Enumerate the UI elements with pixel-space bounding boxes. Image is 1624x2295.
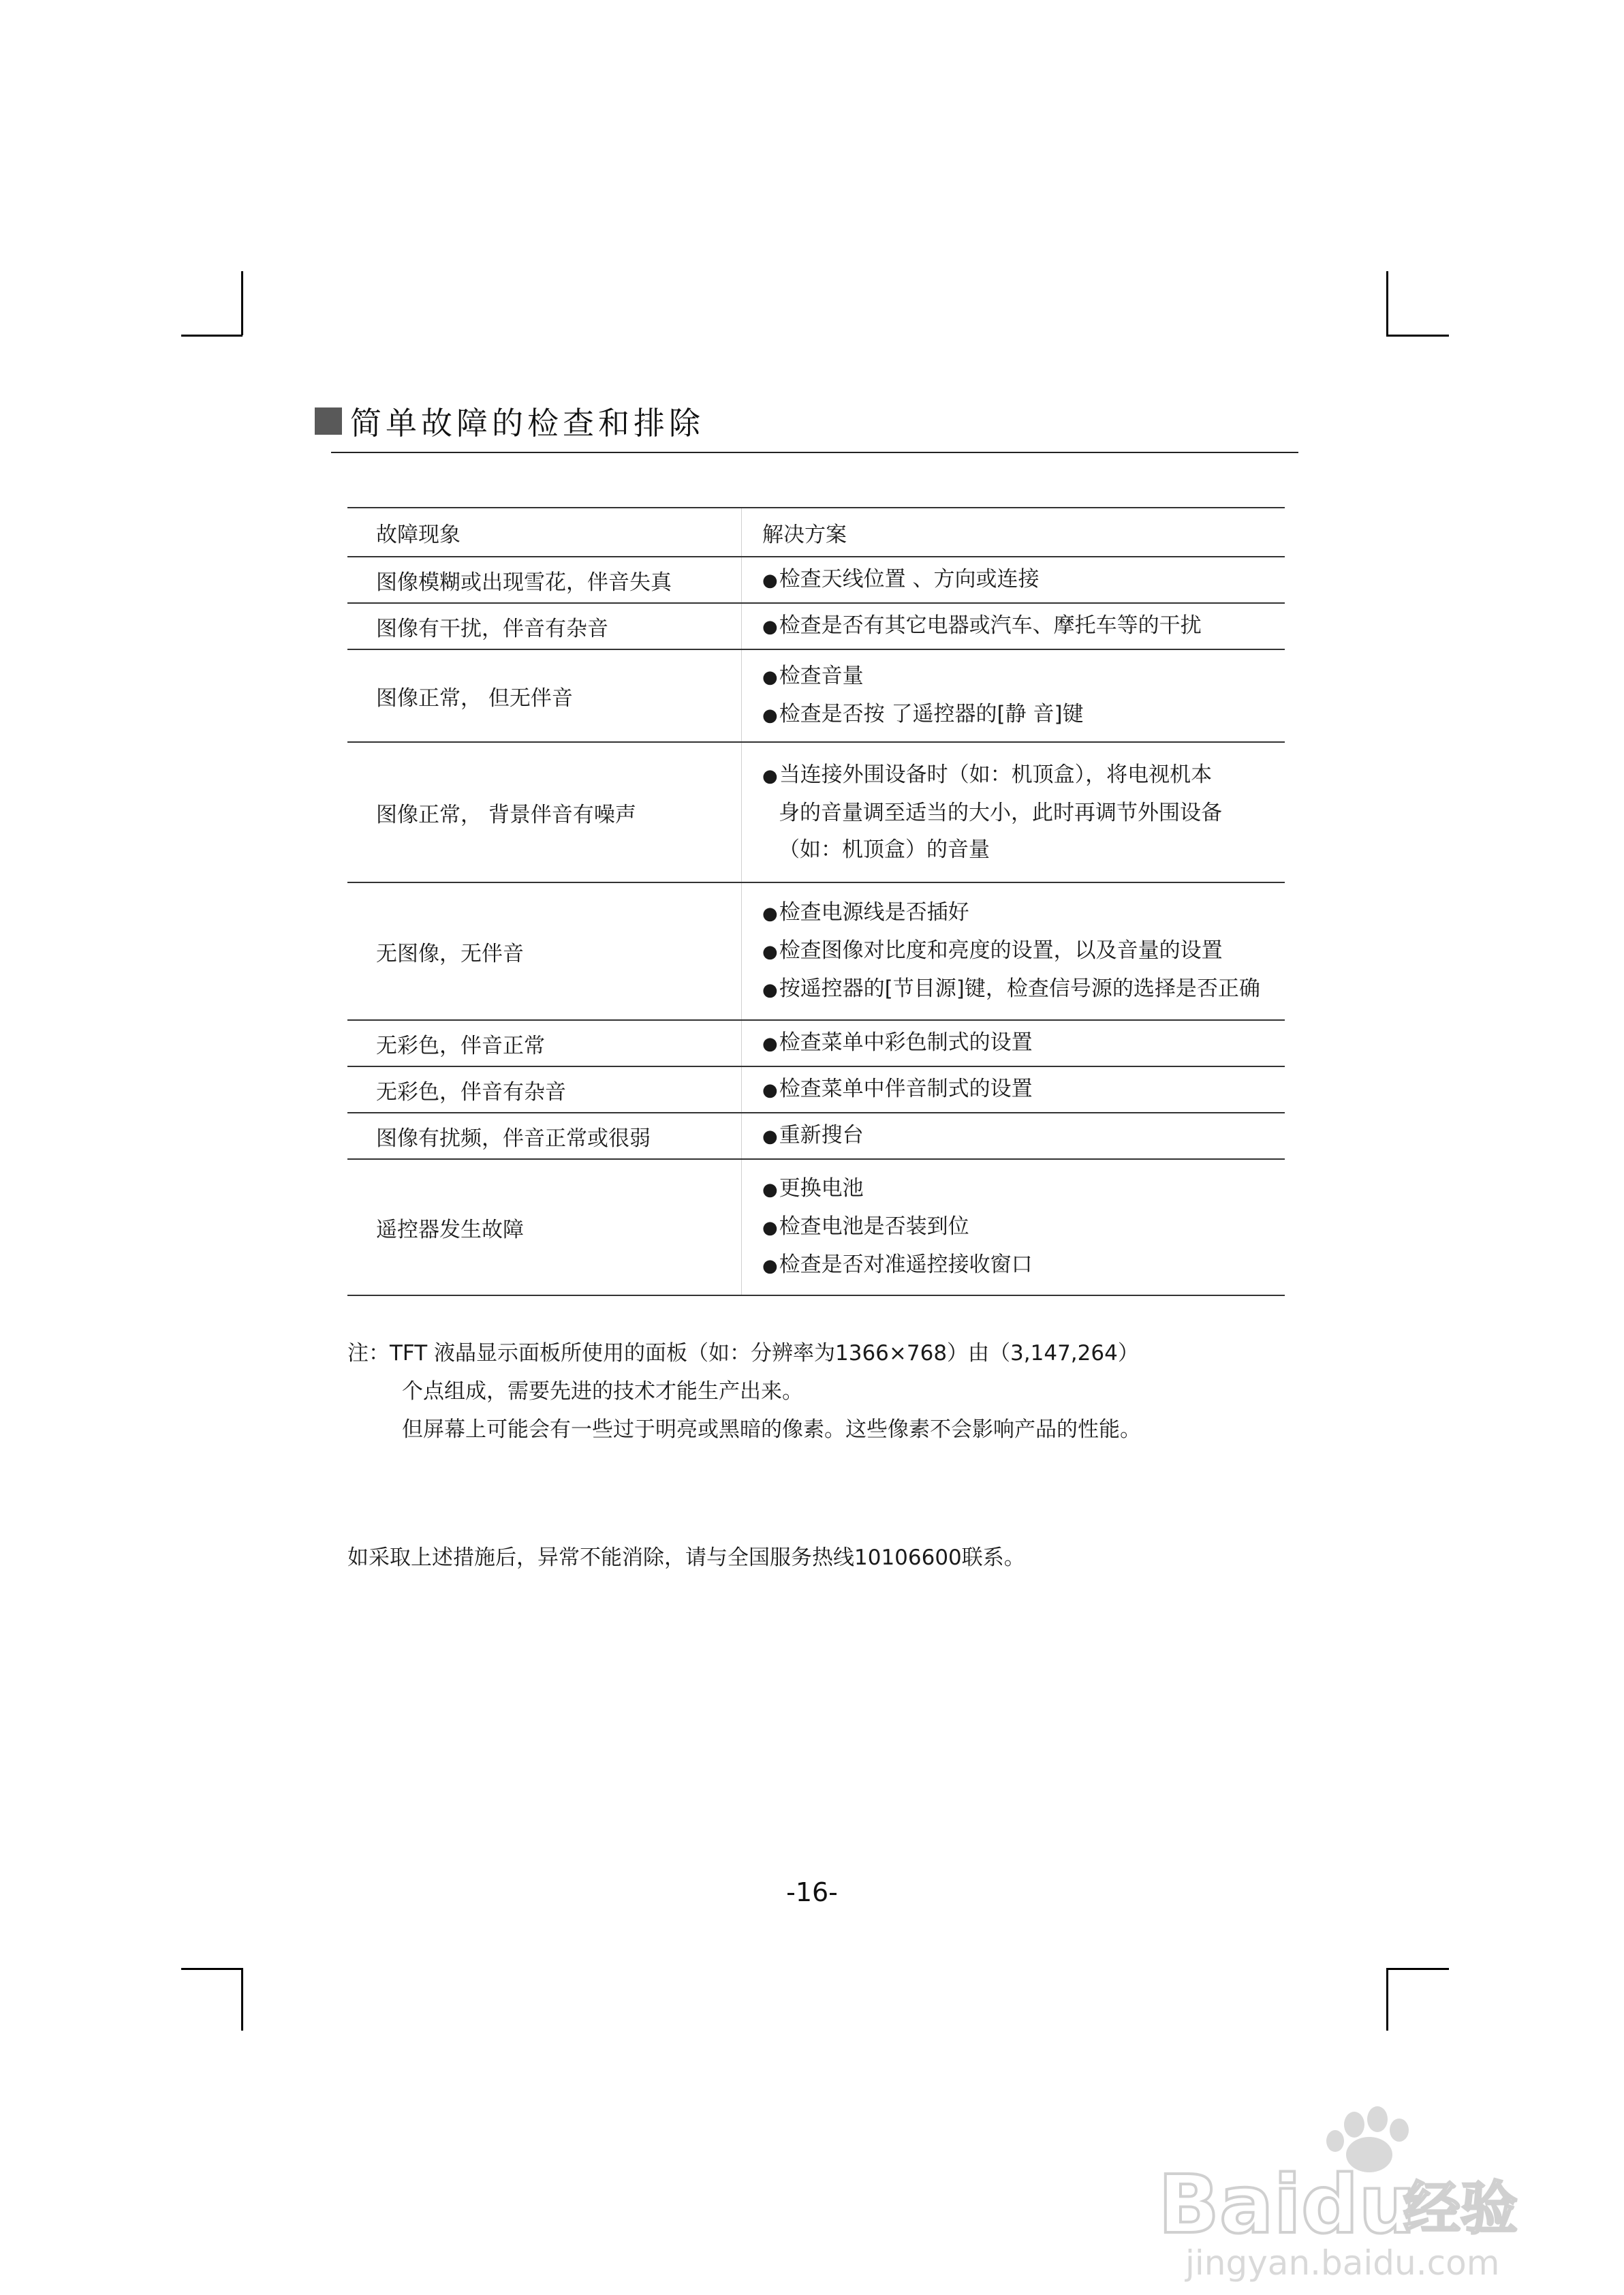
note-block (347, 1334, 1141, 1449)
solution-text: 检查天线位置 、方向或连接 (779, 567, 1040, 591)
solution-cell (742, 603, 1285, 649)
symptom-cell: 遥控器发生故障 (347, 1159, 742, 1295)
table-header-row (347, 508, 1285, 557)
bullet-icon: ● (762, 980, 778, 1000)
symptom-cell: 无彩色，伴音正常 (347, 1020, 742, 1066)
crop-mark-bottom-right-horizontal (1386, 1968, 1449, 1970)
solution-text: 检查是否对准遥控接收窗口 (779, 1252, 1033, 1277)
symptom-cell: 图像有扰频，伴音正常或很弱 (347, 1113, 742, 1159)
crop-mark-top-right-horizontal (1386, 335, 1449, 337)
crop-mark-bottom-right-vertical (1386, 1968, 1388, 2031)
crop-mark-top-left-horizontal (181, 335, 243, 337)
troubleshooting-table (347, 507, 1285, 1296)
bullet-icon: ● (762, 617, 778, 637)
watermark-product: 经验 (1403, 2175, 1518, 2242)
solution-item (762, 1071, 1285, 1109)
bullet-icon: ● (762, 1180, 778, 1200)
symptom-cell: 无图像，无伴音 (347, 882, 742, 1020)
note-line-1: 注：TFT 液晶显示面板所使用的面板（如：分辨率为1366×768）由（3,147,264） (347, 1341, 1139, 1366)
solution-item (762, 1208, 1285, 1246)
symptom-cell: 图像有干扰，伴音有杂音 (347, 603, 742, 649)
solution-text: 按遥控器的[节目源]键，检查信号源的选择是否正确 (779, 976, 1260, 1001)
solution-text: 检查图像对比度和亮度的设置，以及音量的设置 (779, 938, 1223, 963)
solution-item (762, 795, 1285, 831)
table-row (347, 882, 1285, 1020)
solution-text: 检查菜单中彩色制式的设置 (779, 1030, 1033, 1055)
solution-item (762, 1024, 1285, 1062)
solution-cell (742, 742, 1285, 882)
solution-cell (742, 882, 1285, 1020)
crop-mark-bottom-left-vertical (241, 1968, 243, 2031)
bullet-icon: ● (762, 1080, 778, 1100)
note-line-3: 但屏幕上可能会有一些过于明亮或黑暗的像素。这些像素不会影响产品的性能。 (402, 1417, 1141, 1442)
heading-rule (331, 452, 1298, 453)
solution-cell (742, 1159, 1285, 1295)
solution-text: 身的音量调至适当的大小，此时再调节外围设备 (779, 801, 1222, 825)
symptom-cell: 无彩色，伴音有杂音 (347, 1066, 742, 1113)
table-row (347, 742, 1285, 882)
solution-text: 重新搜台 (779, 1123, 864, 1148)
heading-square-icon (315, 407, 342, 435)
baidu-jingyan-watermark-logo (1151, 2099, 1533, 2283)
bullet-icon: ● (762, 705, 778, 726)
solution-cell (742, 1113, 1285, 1159)
solution-item (762, 561, 1285, 599)
watermark-brand-2: du (1301, 2157, 1416, 2251)
header-symptom: 故障现象 (347, 508, 742, 557)
solution-item (762, 1246, 1285, 1284)
solution-item (762, 1170, 1285, 1208)
solution-text: 检查电源线是否插好 (779, 900, 969, 925)
bullet-icon: ● (762, 1034, 778, 1054)
solution-item (762, 1117, 1285, 1155)
solution-text: 检查是否有其它电器或汽车、摩托车等的干扰 (779, 613, 1202, 638)
bullet-icon: ● (762, 570, 778, 591)
bullet-icon: ● (762, 942, 778, 962)
table-row (347, 1066, 1285, 1113)
table-row (347, 1159, 1285, 1295)
solution-cell (742, 649, 1285, 742)
table-row (347, 1113, 1285, 1159)
table-body (347, 557, 1285, 1295)
solution-cell (742, 557, 1285, 603)
solution-item (762, 658, 1285, 696)
solution-item (762, 970, 1285, 1008)
header-solution: 解决方案 (742, 508, 1285, 557)
table-row (347, 557, 1285, 603)
section-title: 简单故障的检查和排除 (350, 405, 704, 442)
solution-text: 检查电池是否装到位 (779, 1214, 969, 1239)
solution-cell (742, 1020, 1285, 1066)
solution-text: 检查音量 (779, 664, 864, 688)
solution-item (762, 607, 1285, 645)
table-row (347, 603, 1285, 649)
solution-text: 检查是否按 了遥控器的[静 音]键 (779, 702, 1084, 726)
crop-mark-top-left-vertical (241, 271, 243, 335)
crop-mark-top-right-vertical (1386, 271, 1388, 335)
bullet-icon: ● (762, 1256, 778, 1276)
solution-cell (742, 1066, 1285, 1113)
table-row (347, 1020, 1285, 1066)
bullet-icon: ● (762, 667, 778, 688)
solution-item (762, 894, 1285, 932)
bullet-icon: ● (762, 1126, 778, 1147)
watermark-brand: Bai (1158, 2157, 1302, 2251)
solution-text: （如：机顶盒）的音量 (779, 837, 990, 862)
section-heading (315, 399, 704, 444)
bullet-icon: ● (762, 904, 778, 924)
bullet-icon: ● (762, 1218, 778, 1238)
contact-text: 如采取上述措施后，异常不能消除，请与全国服务热线10106600联系。 (347, 1545, 1025, 1570)
page-number: -16- (786, 1877, 838, 1907)
symptom-cell: 图像正常， 但无伴音 (347, 649, 742, 742)
solution-item (762, 756, 1285, 795)
bullet-icon: ● (762, 766, 778, 786)
solution-item (762, 932, 1285, 970)
crop-mark-bottom-left-horizontal (181, 1968, 243, 1970)
watermark-url: jingyan.baidu.com (1185, 2243, 1500, 2283)
solution-item (762, 831, 1285, 868)
table-row (347, 649, 1285, 742)
solution-text: 检查菜单中伴音制式的设置 (779, 1077, 1033, 1101)
solution-text: 更换电池 (779, 1176, 864, 1201)
note-line-2: 个点组成，需要先进的技术才能生产出来。 (402, 1379, 803, 1404)
symptom-cell: 图像模糊或出现雪花，伴音失真 (347, 557, 742, 603)
symptom-cell: 图像正常， 背景伴音有噪声 (347, 742, 742, 882)
solution-text: 当连接外围设备时（如：机顶盒），将电视机本 (779, 763, 1213, 787)
solution-item (762, 696, 1285, 734)
